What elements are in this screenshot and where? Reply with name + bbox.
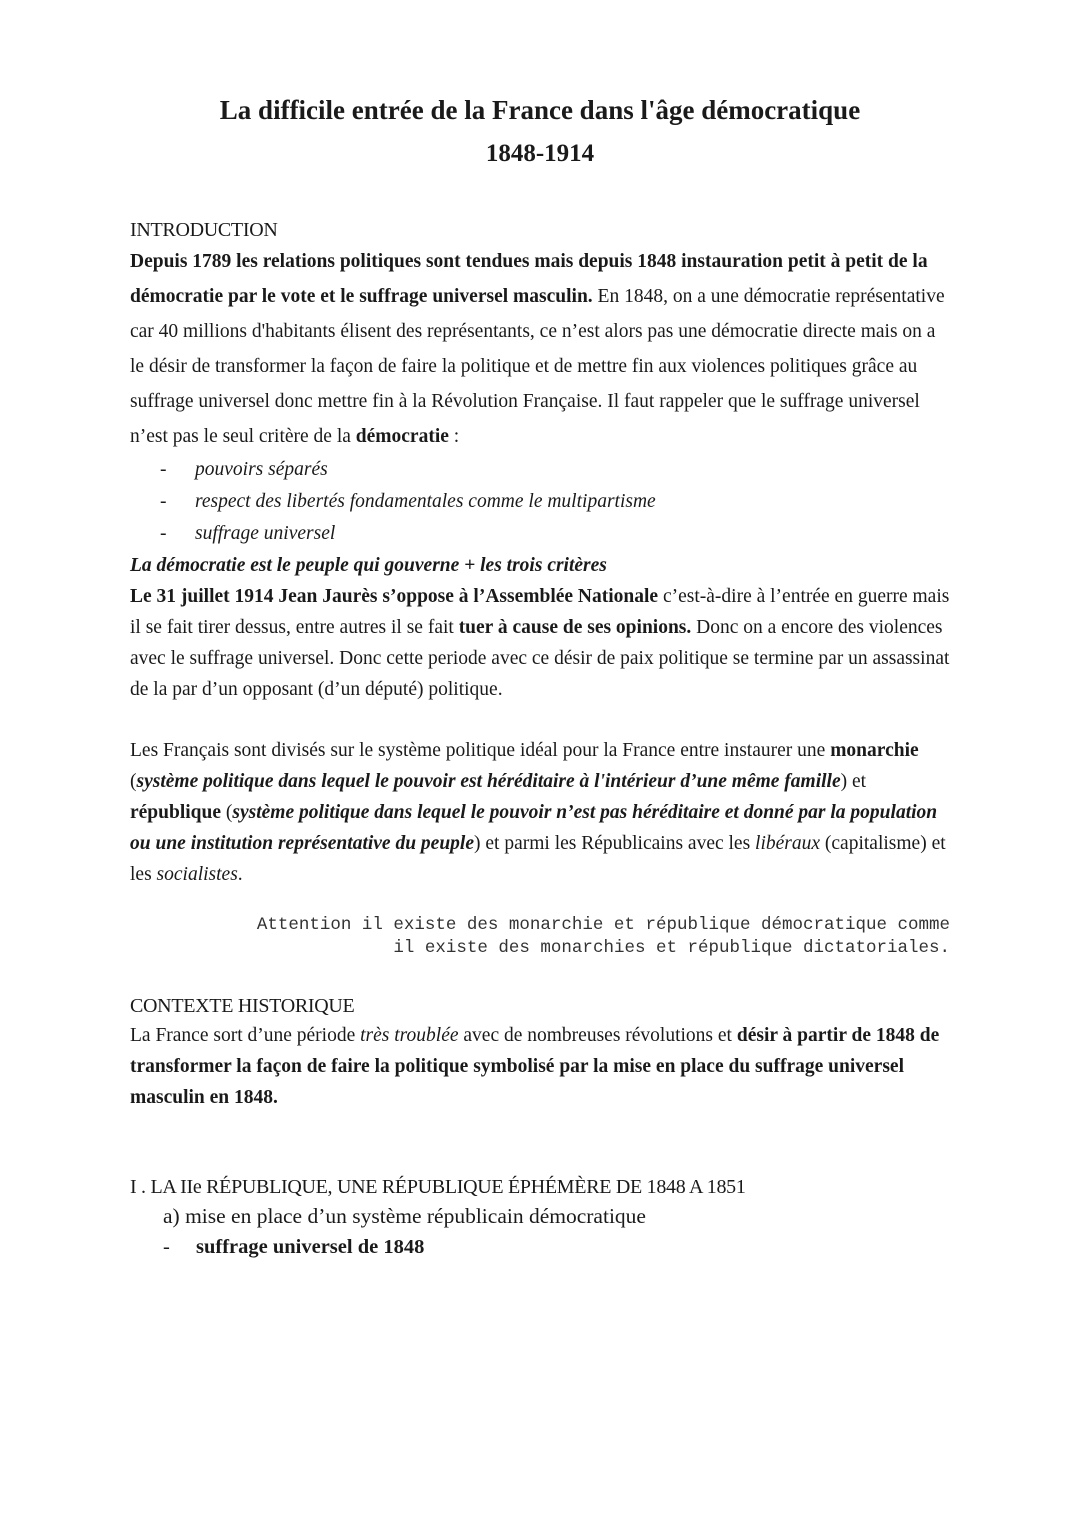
regimes-text: ( xyxy=(130,771,137,792)
attention-note xyxy=(130,914,950,960)
socialistes-term: socialistes xyxy=(156,864,238,885)
contexte-bold: désir à partir de 1848 de transformer la façon de faire la politique symbolisé par la mise en place du suffrage universel masculin en 1848. xyxy=(130,1025,940,1108)
intro-paragraph-2 xyxy=(130,581,950,705)
monarchie-definition: système politique dans lequel le pouvoir est héréditaire à l'intérieur d’une même famille xyxy=(136,771,841,792)
liberaux-term: libéraux xyxy=(755,833,821,854)
jaures-bold: Le 31 juillet 1914 Jean Jaurès s’oppose à l’Assemblée Nationale xyxy=(130,586,659,607)
intro-p1-democratie: démocratie xyxy=(355,426,449,447)
document-page xyxy=(130,88,950,1263)
regimes-text: ) et parmi les Républicains avec les xyxy=(474,833,756,854)
list-item: - respect des libertés fondamentales comme le multipartisme xyxy=(160,486,950,518)
democracy-definition xyxy=(130,550,950,581)
dash-bullet: - xyxy=(163,1236,170,1258)
contexte-italic: très troublée xyxy=(360,1025,459,1046)
list-item: - suffrage universel xyxy=(160,518,950,550)
regimes-text: . xyxy=(237,864,243,885)
contexte-text: avec de nombreuses révolutions et xyxy=(458,1025,737,1046)
jaures-text-1: c’est-à-dire à l’entrée en guerre mais il se fait tirer dessus, entre autres il se fait xyxy=(130,586,950,638)
title-line-1: La difficile entrée de la France dans l'âge démocratique xyxy=(219,95,861,125)
regimes-text: Les Français sont divisés sur le système politique idéal pour la France entre instaurer une xyxy=(130,740,831,761)
section-1-subheading-a: a) mise en place d’un système républicain démocratique xyxy=(163,1204,646,1228)
section-1-item xyxy=(130,1232,950,1263)
section-1-item-text: suffrage universel de 1848 xyxy=(196,1236,425,1258)
regimes-text: ( xyxy=(221,802,233,823)
intro-heading: INTRODUCTION xyxy=(130,219,278,241)
contexte-heading: CONTEXTE HISTORIQUE xyxy=(130,995,355,1017)
jaures-text-2: Donc on a encore des violences avec le suffrage universel. Donc cette periode avec ce désir de paix politique se termine par un assassinat de la par d’un opposant (d’un député) politique. xyxy=(130,617,950,700)
republique-term: république xyxy=(130,802,222,823)
contexte-paragraph xyxy=(130,1020,950,1113)
document-title xyxy=(130,88,950,176)
definition-text: La démocratie est le peuple qui gouverne + les trois critères xyxy=(130,555,607,576)
list-item: - pouvoirs séparés xyxy=(160,454,950,486)
intro-p1-text: En 1848, on a une démocratie représentative car 40 millions d'habitants élisent des représentants, ce n’est alors pas une démocratie directe mais on a le désir de transformer la façon de faire la politique et de mettre fin aux violences politiques grâce au suffrage universel donc mettre fin à la Révolution Française. Il faut rappeler que le suffrage universel n’est pas le seul critère de la xyxy=(130,286,945,447)
republique-definition: système politique dans lequel le pouvoir n’est pas héréditaire et donné par la population ou une institution représentative du peuple xyxy=(130,802,938,854)
section-1-heading: I . LA IIe RÉPUBLIQUE, UNE RÉPUBLIQUE ÉPHÉMÈRE DE 1848 A 1851 xyxy=(130,1176,746,1198)
contexte-text: La France sort d’une période xyxy=(130,1025,361,1046)
title-line-2: 1848-1914 xyxy=(485,140,595,167)
attention-line-2: il existe des monarchies et république dictatoriales. xyxy=(393,938,950,958)
attention-line-1: Attention il existe des monarchie et république démocratique comme xyxy=(256,915,950,935)
intro-p1-bold: Depuis 1789 les relations politiques sont tendues mais depuis 1848 instauration petit à petit de la démocratie par le vote et le suffrage universel masculin. xyxy=(130,251,928,307)
intro-p1-tail: : xyxy=(448,426,460,447)
intro-paragraph-1 xyxy=(130,244,950,454)
regimes-text: ) et xyxy=(840,771,867,792)
monarchie-term: monarchie xyxy=(830,740,919,761)
democracy-criteria-list xyxy=(130,454,950,550)
regimes-text: (capitalisme) et les xyxy=(130,833,946,885)
jaures-bold-2: tuer à cause de ses opinions. xyxy=(458,617,692,638)
regimes-paragraph xyxy=(130,735,950,890)
